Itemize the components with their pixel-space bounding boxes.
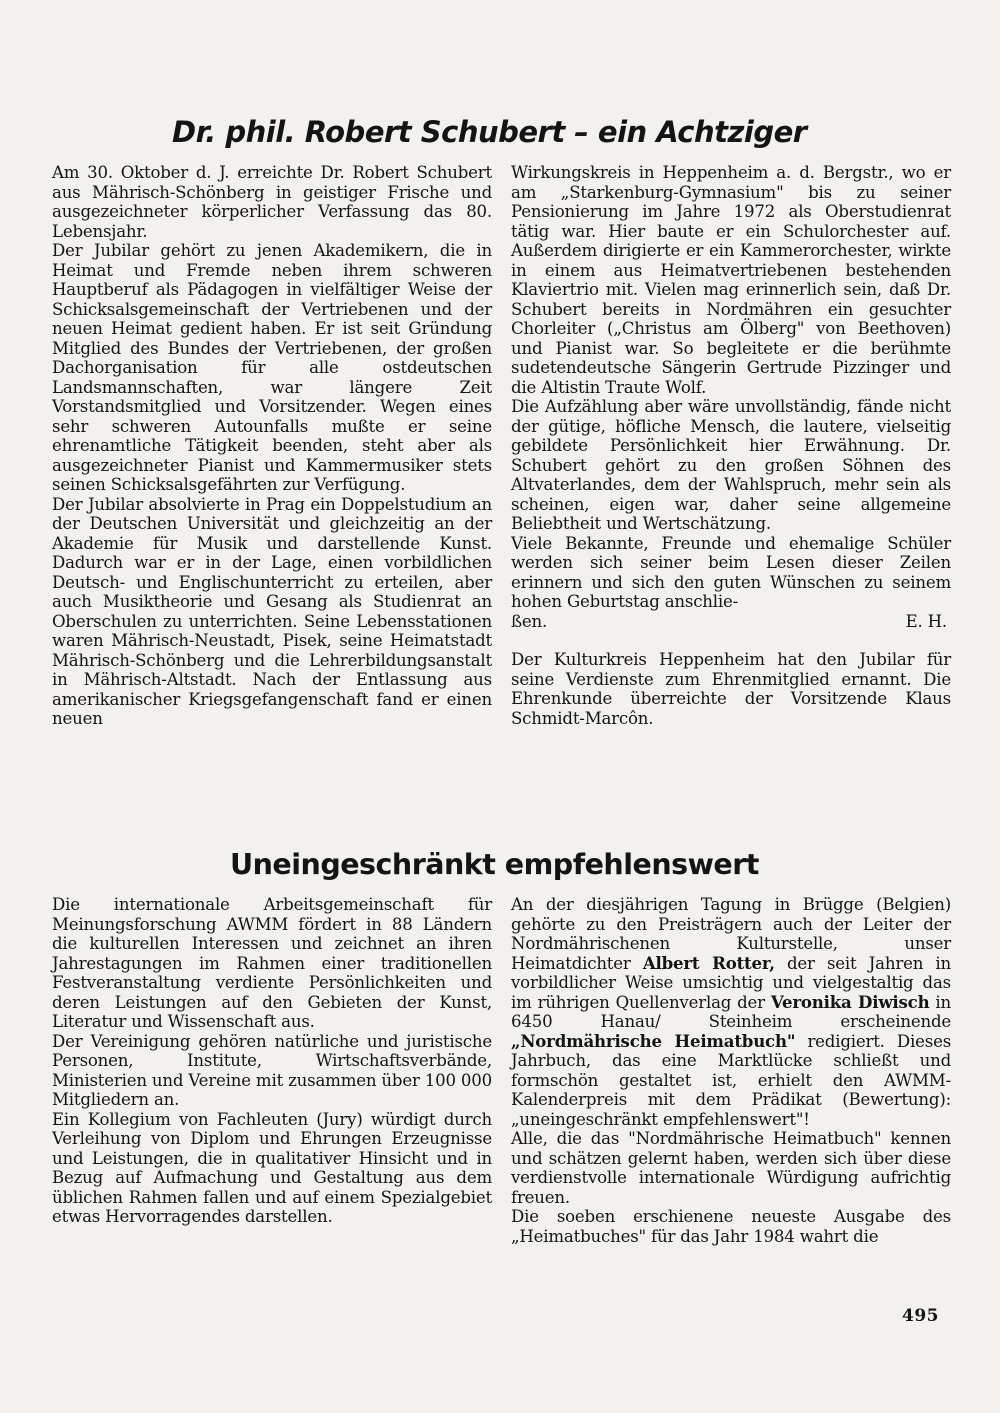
paragraph [511, 895, 951, 1129]
book-title: „Nordmährische Heimatbuch" [511, 1030, 796, 1051]
text-run: An der diesjährigen Tagung in Brügge (Belgien) gehörte zu den Preisträgern auch der Leiter der Nordmährischenen Kulturstelle, unser Heimatdichter [511, 895, 951, 973]
paragraph: Alle, die das "Nordmährische Heimatbuch" kennen und schätzen gelernt haben, werden sich über diese verdienstvolle internationale Würdigung aufrichtig freuen. [511, 1129, 951, 1207]
paragraph: Der Jubilar gehört zu jenen Akademikern, die in Heimat und Fremde neben ihrem schweren Hauptberuf als Pädagogen in vielfältiger Weise der Schicksalsgemeinschaft der Vertriebenen und der neuen Heimat gedient haben. Er ist seit Gründung Mitglied des Bundes der Vertriebenen, der großen Dachorganisation für alle ostdeutschen Landsmannschaften, war längere Zeit Vorstandsmitglied und Vorsitzender. Wegen eines sehr schweren Autounfalls mußte er seine ehrenamtliche Tätigkeit beenden, steht aber als ausgezeichneter Pianist und Kammermusiker stets seinen Schicksalsgefährten zur Verfügung. [52, 241, 492, 494]
article1-left-column [52, 163, 492, 729]
paragraph: Der Vereinigung gehören natürliche und juristische Personen, Institute, Wirtschaftsverbände, Ministerien und Vereine mit zusammen über 100 000 Mitgliedern an. [52, 1031, 492, 1109]
paragraph: Ein Kollegium von Fachleuten (Jury) würdigt durch Verleihung von Diplom und Ehrungen Erzeugnisse und Leistungen, die in qualitativer Hinsicht und in Bezug auf Aufmachung und Gestaltung aus dem üblichen Rahmen fallen und auf einem Spezialgebiet etwas Hervorragendes darstellen. [52, 1109, 492, 1226]
paragraph: Die soeben erschienene neueste Ausgabe des „Heimatbuches" für das Jahr 1984 wahrt die [511, 1207, 951, 1246]
article2-right-column [511, 895, 951, 1246]
article-title-schubert: Dr. phil. Robert Schubert – ein Achtziger [172, 115, 807, 149]
closing-word: ßen. [511, 611, 548, 631]
author-signature: E. H. [905, 611, 947, 631]
paragraph: Viele Bekannte, Freunde und ehemalige Schüler werden sich seiner beim Lesen dieser Zeilen erinnern und sich den guten Wünschen zu seinem hohen Geburtstag anschlie- [511, 533, 951, 611]
text-run: in 6450 Hanau/ Steinheim erscheinende [511, 992, 951, 1031]
signature-line [511, 612, 951, 632]
paragraph: Die internationale Arbeitsgemeinschaft für Meinungsforschung AWMM fördert in 88 Ländern die kulturellen Interessen und zeichnet an ihren Jahrestagungen im Rahmen einer traditionellen Festveranstaltung verdiente Persönlichkeiten und deren Leistungen auf den Gebieten der Kunst, Literatur und Wissenschaft aus. [52, 895, 492, 1031]
text-run: redigiert. Dieses Jahrbuch, das eine Marktlücke schließt und formschön gestaltet ist, erhielt den AWMM-Kalenderpreis mit dem Prädikat (Bewertung): „uneingeschränkt empfehlenswert"! [511, 1031, 952, 1129]
article2-left-column [52, 895, 492, 1227]
page-number: 495 [902, 1306, 939, 1326]
paragraph: Die Aufzählung aber wäre unvollständig, fände nicht der gütige, höfliche Mensch, die lautere, vielseitig gebildete Persönlichkeit hier Erwähnung. Dr. Schubert gehört zu den großen Söhnen des Altvaterlandes, dem der Wahlspruch, mehr sein als scheinen, eigen war, daher seine allgemeine Beliebtheit und Wertschätzung. [511, 397, 951, 533]
publisher-name: Veronika Diwisch [770, 991, 930, 1012]
person-name: Albert Rotter, [642, 952, 775, 973]
paragraph: Der Kulturkreis Heppenheim hat den Jubilar für seine Verdienste zum Ehrenmitglied ernannt. Die Ehrenkunde überreichte der Vorsitzende Klaus Schmidt-Marcôn. [511, 650, 951, 728]
article1-right-column [511, 163, 951, 728]
paragraph: Wirkungskreis in Heppenheim a. d. Bergstr., wo er am „Starkenburg-Gymnasium" bis zu seiner Pensionierung im Jahre 1972 als Oberstudienrat tätig war. Hier baute er ein Schulorchester auf. Außerdem dirigierte er ein Kammerorchester, wirkte in einem aus Heimatvertriebenen bestehenden Klaviertrio mit. Vielen mag erinnerlich sein, daß Dr. Schubert bereits in Nordmähren ein gesuchter Chorleiter („Christus am Ölberg" von Beethoven) und Pianist war. So begleitete er die berühmte sudetendeutsche Sängerin Gertrude Pizzinger und die Altistin Traute Wolf. [511, 163, 951, 397]
text-run: der seit Jahren in vorbildlicher Weise umsichtig und vielgestaltig das im rührigen Quellenverlag der [511, 953, 952, 1012]
paragraph: Der Jubilar absolvierte in Prag ein Doppelstudium an der Deutschen Universität und gleichzeitig an der Akademie für Musik und darstellende Kunst. Dadurch war er in der Lage, einen vorbildlichen Deutsch- und Englischunterricht zu erteilen, aber auch Musiktheorie und Gesang als Studienrat an Oberschulen zu unterrichten. Seine Lebensstationen waren Mährisch-Neustadt, Pisek, seine Heimatstadt Mährisch-Schönberg und die Lehrerbildungsanstalt in Mährisch-Altstadt. Nach der Entlassung aus amerikanischer Kriegsgefangenschaft fand er einen neuen [52, 494, 492, 728]
article-title-empfehlenswert: Uneingeschränkt empfehlenswert [230, 848, 759, 881]
paragraph: Am 30. Oktober d. J. erreichte Dr. Robert Schubert aus Mährisch-Schönberg in geistiger Frische und ausgezeichneter körperlicher Verfassung das 80. Lebensjahr. [52, 163, 492, 241]
